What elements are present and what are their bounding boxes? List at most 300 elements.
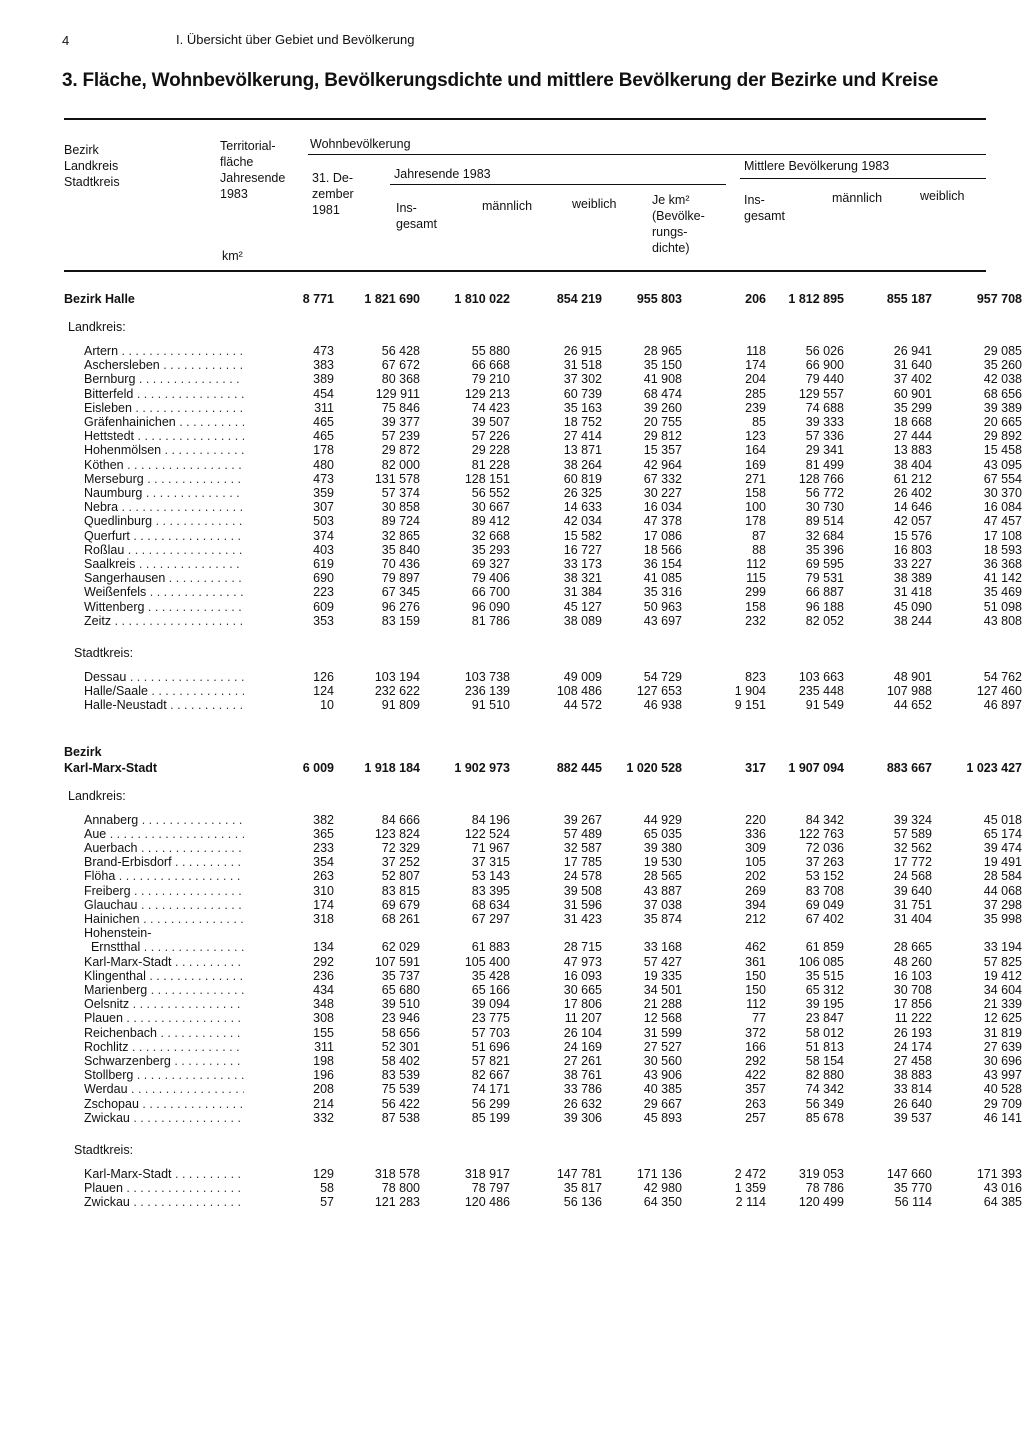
table-cell: 318 [313, 912, 334, 926]
table-cell: 129 911 [375, 386, 420, 401]
table-cell: 52 301 [381, 1039, 420, 1054]
table-cell: 37 298 [983, 897, 1022, 912]
table-cell: 57 703 [471, 1025, 510, 1040]
table-cell: 26 104 [563, 1025, 602, 1040]
table-cell: 56 552 [471, 486, 510, 500]
table-row [64, 997, 1022, 1012]
table-cell: 89 514 [805, 514, 844, 529]
table-cell: 56 299 [471, 1096, 510, 1111]
table-cell: 26 325 [563, 486, 602, 500]
table-cell: 394 [745, 897, 766, 912]
table-cell: 422 [745, 1068, 766, 1083]
table-cell: 30 696 [983, 1054, 1022, 1068]
table-cell: 67 345 [381, 585, 420, 600]
table-row [64, 968, 1022, 983]
table-row [64, 1195, 1022, 1210]
table-cell: 30 708 [893, 983, 932, 997]
table-cell: 26 640 [893, 1096, 932, 1111]
table-cell: 51 696 [471, 1039, 510, 1054]
table-cell: 158 [745, 486, 766, 500]
table-cell: 69 595 [805, 557, 844, 571]
header-dichte: Je km² (Bevölke- rungs- dichte) [652, 193, 705, 255]
table-row [64, 429, 1022, 444]
table-cell: 39 508 [563, 883, 602, 898]
table-cell: 29 085 [983, 344, 1022, 358]
table-cell: 27 458 [893, 1054, 932, 1068]
table-cell: 32 684 [805, 528, 844, 543]
table-cell: 46 141 [983, 1110, 1022, 1125]
table-cell: 310 [313, 883, 334, 898]
table-cell: 39 267 [563, 812, 602, 827]
table-cell: 19 491 [983, 855, 1022, 870]
table-cell: 54 762 [983, 670, 1022, 684]
table-cell: 359 [313, 486, 334, 500]
table-cell: 81 499 [805, 457, 844, 472]
table-cell: 129 213 [464, 386, 510, 401]
table-row [64, 1110, 1022, 1125]
table-cell: 21 339 [983, 997, 1022, 1012]
table-cell: 13 883 [893, 443, 932, 458]
table-cell: 82 052 [805, 613, 844, 628]
table-cell: 16 103 [893, 968, 932, 983]
table-cell: 126 [313, 670, 334, 684]
table-cell: 44 572 [563, 698, 602, 713]
table-cell: 43 095 [983, 457, 1022, 472]
table-cell: 690 [313, 571, 334, 586]
table-cell: 8 771 [302, 292, 334, 306]
table-cell: 33 168 [643, 940, 682, 955]
table-cell: 854 219 [556, 292, 602, 306]
table-cell: 1 812 895 [788, 292, 844, 306]
table-cell: 1 810 022 [454, 292, 510, 306]
table-cell: 473 [313, 344, 334, 358]
table-row [64, 684, 1022, 699]
table-cell: 69 679 [381, 897, 420, 912]
table-cell: 31 819 [983, 1025, 1022, 1040]
table-cell: 50 963 [643, 599, 682, 614]
table-cell: 29 872 [381, 443, 420, 458]
table-cell: 58 402 [381, 1054, 420, 1068]
table-cell: 32 865 [381, 528, 420, 543]
table-cell: 64 385 [983, 1195, 1022, 1210]
table-cell: 67 672 [381, 358, 420, 373]
table-row [64, 1082, 1022, 1097]
bezirk-name: Bezirk Halle [64, 292, 135, 306]
table-cell: 77 [752, 1011, 766, 1026]
table-cell: 89 724 [381, 514, 420, 529]
table-cell: 103 194 [374, 670, 420, 684]
table-cell: 57 239 [381, 429, 420, 444]
table-cell: 44 929 [643, 812, 682, 827]
table-cell: 81 228 [471, 457, 510, 472]
table-cell: 39 474 [983, 841, 1022, 855]
table-cell: 123 824 [374, 826, 420, 841]
kreis-name: Gräfenhainichen . . . [84, 415, 244, 429]
table-cell: 31 418 [893, 585, 932, 600]
table-cell: 38 389 [893, 571, 932, 586]
table-cell: 35 299 [893, 400, 932, 415]
table-cell: 27 639 [983, 1039, 1022, 1054]
table-cell: 309 [745, 841, 766, 855]
table-cell: 106 085 [798, 954, 844, 969]
table-cell: 36 368 [983, 557, 1022, 571]
table-cell: 67 402 [805, 912, 844, 926]
table-row [64, 1054, 1022, 1068]
table-cell: 107 591 [374, 954, 420, 969]
kreis-name: Zschopau . . . [84, 1097, 244, 1111]
table-cell: 129 [313, 1167, 334, 1181]
table-row [64, 471, 1022, 486]
header-bottom-rule [64, 270, 986, 272]
table-cell: 74 171 [471, 1082, 510, 1097]
table-cell: 39 507 [471, 415, 510, 429]
table-cell: 38 761 [563, 1068, 602, 1083]
table-cell: 35 515 [805, 968, 844, 983]
table-cell: 17 108 [983, 528, 1022, 543]
table-cell: 30 730 [805, 500, 844, 515]
table-cell: 58 154 [805, 1054, 844, 1068]
top-rule [64, 118, 986, 120]
table-cell: 33 227 [893, 557, 932, 571]
table-cell: 42 980 [643, 1181, 682, 1196]
table-cell: 41 908 [643, 372, 682, 387]
table-cell: 1 902 973 [454, 760, 510, 775]
table-cell: 122 763 [798, 826, 844, 841]
table-cell: 17 806 [563, 997, 602, 1012]
table-cell: 56 136 [563, 1195, 602, 1210]
table-cell: 56 422 [381, 1096, 420, 1111]
table-cell: 353 [313, 613, 334, 628]
table-cell: 35 737 [381, 968, 420, 983]
kreis-name: Freiberg . . . [84, 884, 244, 898]
bezirk-total-row [64, 292, 1022, 308]
table-cell: 134 [313, 940, 334, 955]
table-cell: 389 [313, 372, 334, 387]
table-cell: 11 222 [894, 1011, 932, 1026]
table-cell: 45 893 [643, 1110, 682, 1125]
table-row [64, 557, 1022, 571]
table-cell: 65 174 [983, 826, 1022, 841]
table-cell: 42 057 [893, 514, 932, 529]
page-number: 4 [62, 33, 70, 48]
table-cell: 96 276 [381, 599, 420, 614]
header-rule-3 [740, 178, 986, 179]
table-cell: 37 263 [805, 855, 844, 870]
table-cell: 307 [313, 500, 334, 515]
table-cell: 112 [746, 557, 766, 571]
table-cell: 61 859 [805, 940, 844, 955]
table-cell: 17 772 [893, 855, 932, 870]
table-cell: 75 539 [381, 1082, 420, 1097]
table-cell: 33 814 [893, 1082, 932, 1097]
table-cell: 27 414 [563, 429, 602, 444]
table-cell: 87 538 [381, 1110, 420, 1125]
table-cell: 91 510 [471, 698, 510, 713]
table-cell: 127 653 [636, 684, 682, 699]
table-cell: 30 370 [983, 486, 1022, 500]
table-cell: 883 667 [886, 760, 932, 775]
table-cell: 35 469 [983, 585, 1022, 600]
kreis-name: Auerbach . . . [84, 841, 244, 855]
table-cell: 31 384 [563, 585, 602, 600]
table-cell: 1 020 528 [626, 760, 682, 775]
table-cell: 37 252 [381, 855, 420, 870]
table-cell: 68 261 [381, 912, 420, 926]
table-row [64, 571, 1022, 586]
table-cell: 112 [746, 997, 766, 1012]
table-cell: 42 964 [643, 457, 682, 472]
table-cell: 164 [745, 443, 766, 458]
kreis-name: Plauen . . . [84, 1011, 244, 1025]
table-cell: 1 359 [734, 1181, 766, 1196]
table-cell: 69 049 [805, 897, 844, 912]
table-row [64, 386, 1022, 401]
table-cell: 79 531 [805, 571, 844, 586]
header-maennlich: männlich [482, 199, 533, 213]
table-cell: 35 874 [643, 912, 682, 926]
table-cell: 38 244 [893, 613, 932, 628]
table-row [64, 514, 1022, 529]
table-cell: 83 159 [381, 613, 420, 628]
table-cell: 79 210 [471, 372, 510, 387]
table-cell: 58 656 [381, 1025, 420, 1040]
table-cell: 16 093 [563, 968, 602, 983]
table-cell: 31 404 [893, 912, 932, 926]
table-row [64, 585, 1022, 600]
kreis-name: Dessau . . . [84, 670, 244, 684]
table-cell: 16 034 [643, 500, 682, 515]
table-cell: 30 560 [643, 1054, 682, 1068]
table-cell: 29 667 [643, 1096, 682, 1111]
table-cell: 332 [313, 1110, 334, 1125]
table-cell: 84 196 [471, 812, 510, 827]
table-cell: 39 380 [643, 841, 682, 855]
table-cell: 29 892 [983, 429, 1022, 444]
table-cell: 198 [313, 1054, 334, 1068]
table-cell: 31 640 [893, 358, 932, 373]
table-cell: 74 342 [805, 1082, 844, 1097]
table-cell: 609 [313, 599, 334, 614]
kreis-name: Karl-Marx-Stadt . . . [84, 955, 244, 969]
table-cell: 31 751 [893, 897, 932, 912]
table-cell: 40 528 [983, 1082, 1022, 1097]
table-cell: 74 423 [471, 400, 510, 415]
table-cell: 473 [313, 471, 334, 486]
table-cell: 28 715 [563, 940, 602, 955]
table-cell: 83 539 [381, 1068, 420, 1083]
table-cell: 1 904 [734, 684, 766, 699]
table-cell: 71 967 [471, 841, 510, 855]
table-row [64, 1039, 1022, 1054]
kreis-name: Nebra . . . [84, 500, 244, 514]
table-cell: 60 819 [563, 471, 602, 486]
table-cell: 26 193 [893, 1025, 932, 1040]
table-cell: 66 668 [471, 358, 510, 373]
table-cell: 96 090 [471, 599, 510, 614]
table-cell: 220 [745, 812, 766, 827]
bezirk-name-line2: Karl-Marx-Stadt [64, 760, 158, 775]
table-cell: 32 562 [893, 841, 932, 855]
table-cell: 53 152 [805, 869, 844, 884]
table-cell: 434 [313, 983, 334, 997]
table-cell: 64 350 [643, 1195, 682, 1210]
table-cell: 21 288 [643, 997, 682, 1012]
table-cell: 365 [313, 826, 334, 841]
table-cell: 39 324 [893, 812, 932, 827]
table-cell: 57 589 [893, 826, 932, 841]
table-cell: 85 [752, 415, 766, 429]
table-cell: 403 [313, 542, 334, 557]
table-cell: 28 665 [893, 940, 932, 955]
table-cell: 15 458 [983, 443, 1022, 458]
table-cell: 174 [745, 358, 766, 373]
table-cell: 14 633 [563, 500, 602, 515]
table-cell: 65 166 [471, 983, 510, 997]
table-cell: 56 428 [381, 344, 420, 358]
header-unit: km² [222, 249, 243, 263]
table-cell: 15 357 [643, 443, 682, 458]
header-rule-2 [390, 184, 726, 185]
table-cell: 56 349 [805, 1096, 844, 1111]
table-cell: 23 847 [805, 1011, 844, 1026]
table-cell: 57 427 [643, 954, 682, 969]
table-cell: 232 [745, 613, 766, 628]
kreis-name: Werdau . . . [84, 1082, 244, 1096]
table-cell: 383 [313, 358, 334, 373]
kreis-name: Artern . . . [84, 344, 244, 358]
table-cell: 47 378 [643, 514, 682, 529]
table-cell: 35 150 [643, 358, 682, 373]
table-cell: 44 068 [983, 883, 1022, 898]
header-bezirk: Bezirk Landkreis Stadtkreis [64, 143, 120, 189]
table-cell: 57 226 [471, 429, 510, 444]
header-m-maennlich: männlich [832, 191, 883, 205]
kreis-name: Hettstedt . . . [84, 429, 244, 443]
table-cell: 16 084 [983, 500, 1022, 515]
table-cell: 35 260 [983, 358, 1022, 373]
table-cell: 285 [745, 386, 766, 401]
table-row [64, 443, 1022, 458]
kreis-name: Reichenbach . . . [84, 1026, 244, 1040]
table-cell: 43 808 [983, 613, 1022, 628]
table-cell: 202 [745, 869, 766, 884]
table-cell: 79 406 [471, 571, 510, 586]
table-cell: 1 023 427 [966, 760, 1022, 775]
table-cell: 14 646 [893, 500, 932, 515]
table-cell: 124 [313, 684, 334, 699]
table-cell: 318 917 [464, 1167, 510, 1181]
table-cell: 35 396 [805, 542, 844, 557]
table-cell: 27 261 [563, 1054, 602, 1068]
table-cell: 45 127 [563, 599, 602, 614]
table-cell: 43 887 [643, 883, 682, 898]
table-cell: 39 640 [893, 883, 932, 898]
table-cell: 39 333 [805, 415, 844, 429]
table-cell: 206 [745, 292, 766, 306]
table-row [64, 1025, 1022, 1040]
table-cell: 454 [313, 386, 334, 401]
table-row [64, 698, 1022, 713]
kreis-name: Eisleben . . . [84, 401, 244, 415]
table-cell: 82 000 [381, 457, 420, 472]
table-cell: 66 887 [805, 585, 844, 600]
header-rule-1 [308, 154, 986, 155]
table-cell: 105 400 [464, 954, 510, 969]
table-cell: 87 [752, 528, 766, 543]
table-cell: 166 [745, 1039, 766, 1054]
table-cell: 39 195 [805, 997, 844, 1012]
kreis-name: Hohenstein- [84, 926, 152, 941]
table-cell: 127 460 [976, 684, 1022, 699]
kreis-name: Zwickau . . . [84, 1111, 244, 1125]
table-row [64, 500, 1022, 515]
table-cell: 128 151 [464, 471, 510, 486]
table-cell: 39 389 [983, 400, 1022, 415]
table-cell: 48 260 [893, 954, 932, 969]
table-cell: 178 [313, 443, 334, 458]
table-cell: 35 163 [563, 400, 602, 415]
group-label: Stadtkreis: [74, 1143, 134, 1157]
table-cell: 13 871 [563, 443, 602, 458]
table-cell: 47 973 [563, 954, 602, 969]
table-cell: 26 402 [893, 486, 932, 500]
table-row [64, 1181, 1022, 1196]
table-cell: 120 486 [464, 1195, 510, 1210]
header-weiblich: weiblich [572, 197, 617, 211]
table-cell: 81 786 [471, 613, 510, 628]
table-row [64, 1068, 1022, 1083]
kreis-name: Bernburg . . . [84, 372, 244, 386]
group-label-row [64, 789, 1004, 803]
kreis-name: Karl-Marx-Stadt . . . [84, 1167, 244, 1181]
table-cell: 150 [745, 983, 766, 997]
table-cell: 619 [313, 557, 334, 571]
table-cell: 212 [745, 912, 766, 926]
table-row [64, 855, 1022, 870]
table-cell: 35 428 [471, 968, 510, 983]
table-cell: 20 755 [643, 415, 682, 429]
table-cell: 1 821 690 [364, 292, 420, 306]
table-cell: 45 090 [893, 599, 932, 614]
table-cell: 233 [313, 841, 334, 855]
table-cell: 957 708 [976, 292, 1022, 306]
table-cell: 269 [745, 883, 766, 898]
table-cell: 91 809 [381, 698, 420, 713]
table-cell: 72 329 [381, 841, 420, 855]
table-cell: 6 009 [302, 760, 334, 775]
table-cell: 35 316 [643, 585, 682, 600]
kreis-name: Köthen . . . [84, 458, 244, 472]
kreis-name: Glauchau . . . [84, 898, 244, 912]
table-row [64, 912, 1022, 926]
table-cell: 85 199 [471, 1110, 510, 1125]
kreis-name: Roßlau . . . [84, 543, 244, 557]
table-row [64, 841, 1022, 855]
table-cell: 29 812 [643, 429, 682, 444]
table-cell: 15 582 [563, 528, 602, 543]
table-cell: 823 [745, 670, 766, 684]
kreis-name: Quedlinburg . . . [84, 514, 244, 528]
table-row [64, 940, 1022, 955]
bezirk-name: Bezirk [64, 744, 102, 759]
table-row [64, 869, 1022, 884]
table-cell: 65 312 [805, 983, 844, 997]
table-cell: 41 142 [983, 571, 1022, 586]
kreis-name: Merseburg . . . [84, 472, 244, 486]
kreis-name: Klingenthal . . . [84, 969, 244, 983]
table-cell: 39 094 [471, 997, 510, 1012]
table-cell: 208 [313, 1082, 334, 1097]
